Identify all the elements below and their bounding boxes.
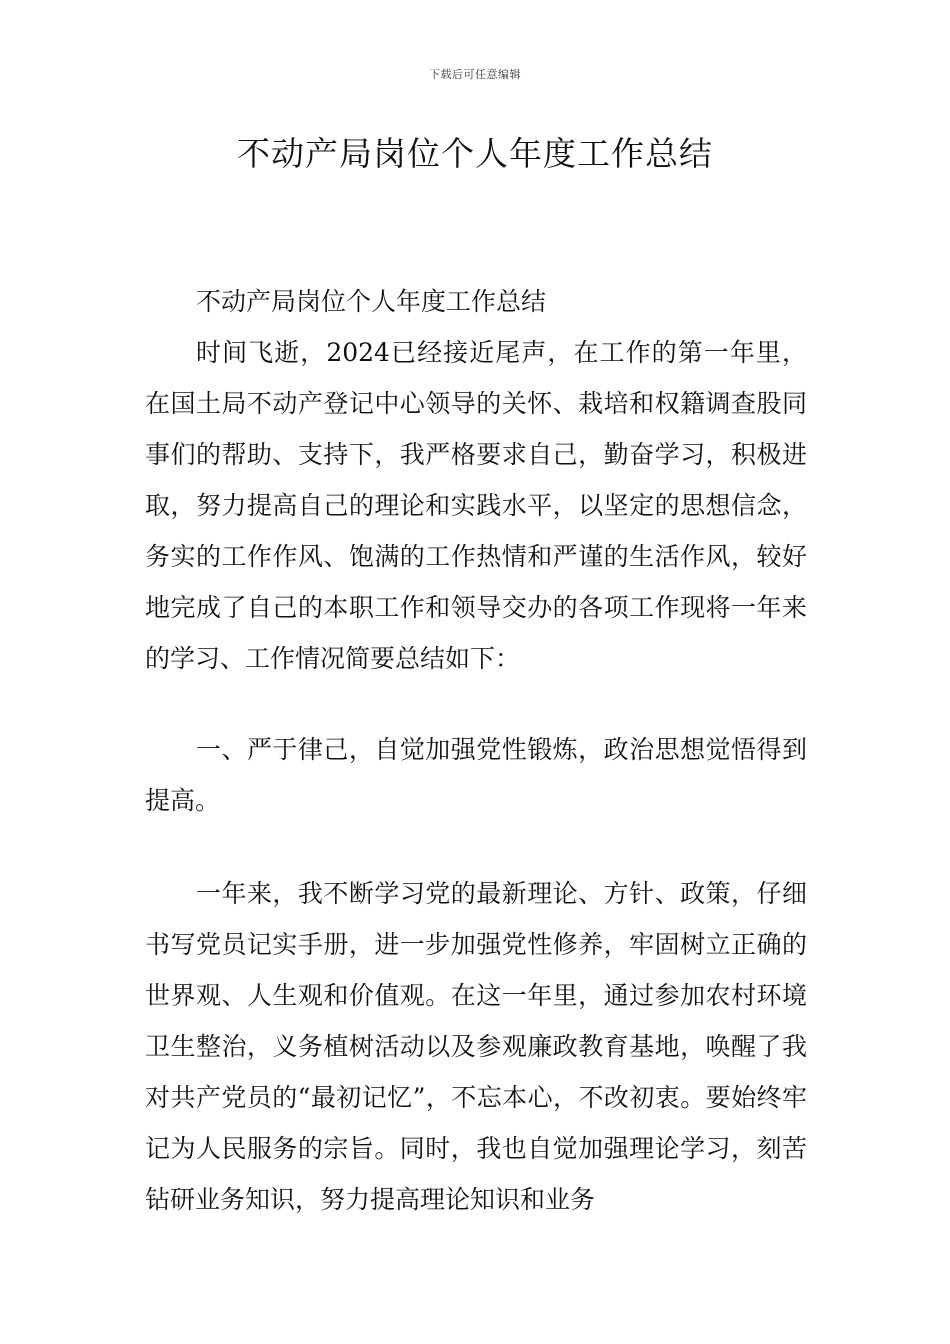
section-heading: 一、严于律己，自觉加强党性锻炼，政治思想觉悟得到提高。 — [145, 735, 807, 815]
document-title: 不动产局岗位个人年度工作总结 — [237, 134, 713, 173]
intro-paragraph: 时间飞逝，2024已经接近尾声，在工作的第一年里，在国土局不动产登记中心领导的关怀、栽培和权籍调查股同事们的帮助、支持下，我严格要求自己，勤奋学习，积极进取，努力提高自己的理论和实践水平，以坚定的思想信念，务实的工作作风、饱满的工作热情和严谨的生活作风，较好地完成了自己的本职工作和领导交办的各项工作现将一年来的学习、工作情况简要总结如下： — [145, 338, 807, 673]
header-note: 下载后可任意编辑 — [429, 68, 521, 81]
section-paragraph: 一年来，我不断学习党的最新理论、方针、政策，仔细书写党员记实手册，进一步加强党性修养，牢固树立正确的世界观、人生观和价值观。在这一年里，通过参加农村环境卫生整治，义务植树活动以及参观廉政教育基地，唤醒了我对共产党员的“最初记忆”，不忘本心，不改初衷。要始终牢记为人民服务的宗旨。同时，我也自觉加强理论学习，刻苦钻研业务知识，努力提高理论知识和业务 — [145, 879, 807, 1214]
subtitle-paragraph: 不动产局岗位个人年度工作总结 — [196, 287, 547, 316]
